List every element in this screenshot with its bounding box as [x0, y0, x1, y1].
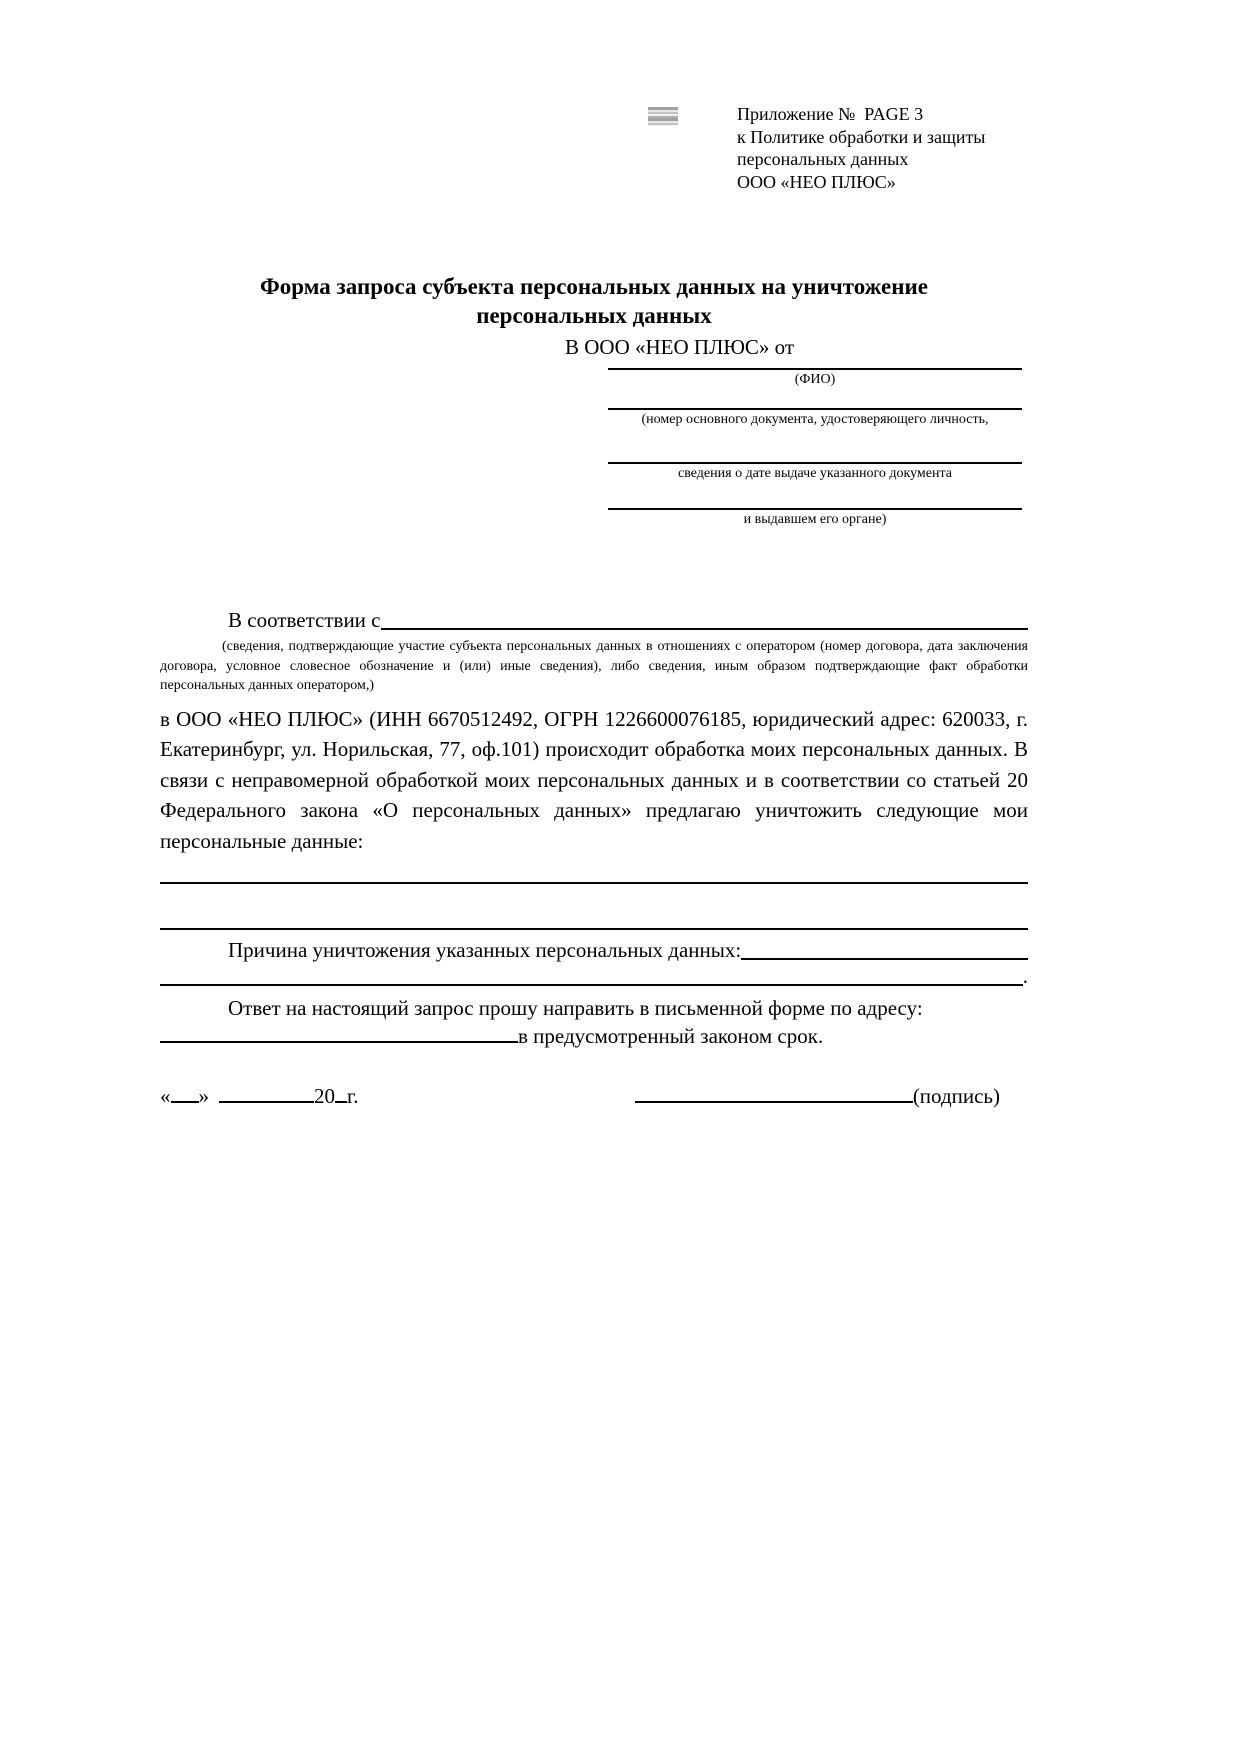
signature-area — [635, 1082, 1028, 1110]
period-mark: . — [1022, 964, 1028, 988]
year-suffix: г. — [347, 1084, 359, 1108]
document-body — [160, 0, 1028, 1110]
date-quote-open: « — [160, 1084, 171, 1108]
year-prefix: 20 — [314, 1084, 335, 1108]
document-title — [160, 272, 1028, 330]
data-to-destroy-blank-line-1 — [160, 856, 1028, 884]
document-number-field — [608, 408, 1022, 429]
fio-caption: (ФИО) — [794, 372, 836, 387]
issue-date-caption: сведения о дате выдаче указанного документа — [678, 466, 952, 481]
appendix-number-line: Приложение № PAGE 3 — [737, 104, 924, 124]
accordance-lead: В соответствии с — [228, 608, 381, 632]
issuing-authority-field — [608, 508, 1022, 529]
document-title-line-1: Форма запроса субъекта персональных данных на уничтожение — [260, 274, 928, 299]
day-blank-line — [171, 1083, 199, 1103]
reason-continuation-row — [160, 964, 1028, 988]
document-number-caption: (номер основного документа, удостоверяющего личность, — [641, 412, 989, 427]
date-quote-close: » — [198, 1084, 209, 1108]
date-and-signature-row — [160, 1082, 1028, 1110]
accordance-blank-line — [381, 628, 1029, 630]
month-blank-line — [219, 1083, 314, 1103]
reason-row — [160, 936, 1028, 964]
appendix-policy-line: к Политике обработки и защиты — [737, 126, 986, 147]
accordance-note: (сведения, подтверждающие участие субъекта персональных данных в отношениях с оператором (номер договора, дата заключения договора, условное словесное обозначение и (или) иные сведения), либо сведения, иным образом подтверждающие факт обработки персональных данных оператором,) — [160, 639, 1028, 693]
applicant-fields — [608, 368, 1022, 529]
body-paragraph: в ООО «НЕО ПЛЮС» (ИНН 6670512492, ОГРН 1226600076185, юридический адрес: 620033, г. Екатеринбург, ул. Норильская, 77, оф.101) происходит обработка моих персональных данных. В связи с неправомерной обработкой моих персональных данных и в соответствии со статьей 20 Федерального закона «О персональных данных» предлагаю уничтожить следующие мои персональные данные: — [160, 706, 1028, 853]
appendix-subject-line: персональных данных — [737, 149, 909, 169]
year-blank-line — [335, 1083, 347, 1103]
date-line — [160, 1082, 359, 1110]
document-title-line-2: персональных данных — [476, 303, 712, 328]
address-blank-line — [160, 1023, 518, 1043]
reason-blank-line — [741, 958, 1028, 960]
accordance-row — [160, 606, 1028, 634]
response-address-row — [160, 1022, 1028, 1050]
appendix-company-line: ООО «НЕО ПЛЮС» — [737, 171, 896, 192]
response-request-sentence: Ответ на настоящий запрос прошу направить в письменной форме по адресу: — [228, 996, 923, 1020]
response-term-text: в предусмотренный законом срок. — [518, 1024, 824, 1048]
reason-label: Причина уничтожения указанных персональных данных: — [228, 938, 742, 962]
data-to-destroy-blank-line-2 — [160, 884, 1028, 930]
addressee-line: В ООО «НЕО ПЛЮС» от — [565, 335, 795, 359]
fio-field — [608, 368, 1022, 389]
issuing-authority-caption: и выдавшем его органе) — [743, 512, 887, 527]
reason-blank-line-2 — [160, 984, 1023, 986]
issue-date-field — [608, 462, 1022, 483]
signature-blank-line — [635, 1083, 913, 1103]
signature-caption: (подпись) — [912, 1084, 1000, 1108]
